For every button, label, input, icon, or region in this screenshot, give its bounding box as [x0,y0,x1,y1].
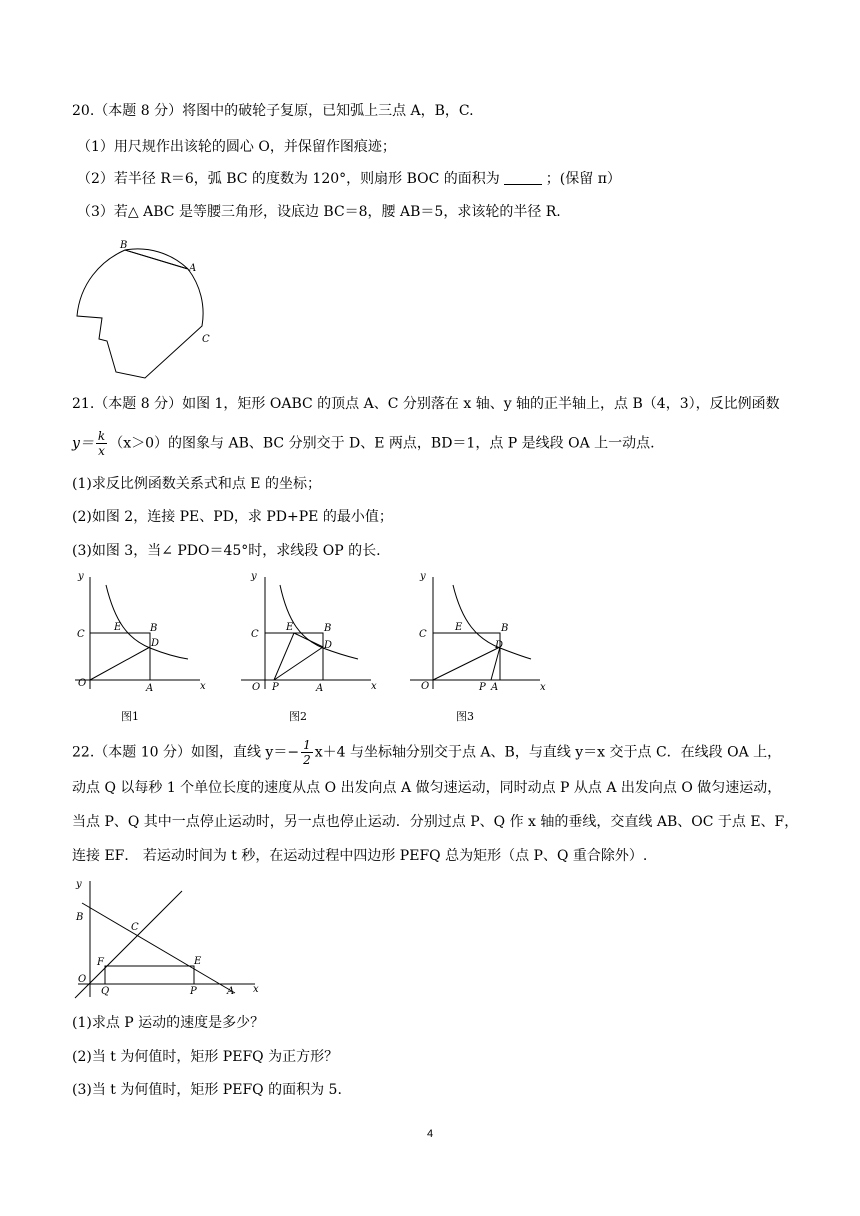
segment-od [90,647,150,680]
q21-figure-2 [236,567,381,692]
label-o: O [78,678,87,689]
q22-stem [72,738,781,767]
q20-part2-text: （2）若半径 R＝6，弧 BC 的度数为 120°，则扇形 BOC 的面积为 [77,171,500,187]
q21-part1: (1)求反比例函数关系式和点 E 的坐标； [72,476,321,492]
label-o: O [252,682,261,693]
segment-od [433,647,500,680]
axis-label-y: y [76,879,82,890]
rectangle-oabc [433,633,500,680]
q20-part3: （3）若△ ABC 是等腰三角形，设底边 BC＝8，腰 AB＝5，求该轮的半径 R. [77,204,561,220]
label-a: A [316,683,324,694]
label-e: E [194,956,202,967]
label-c: C [419,629,427,640]
label-p: P [190,986,197,997]
label-c: C [77,629,85,640]
q20-stem: 20.（本题 8 分）将图中的破轮子复原，已知弧上三点 A，B，C. [72,103,474,119]
q22-part3: (3)当 t 为何值时，矩形 PEFQ 的面积为 5. [72,1082,342,1098]
answer-blank [504,170,542,185]
rectangle-oabc [265,633,323,680]
label-b: B [501,623,509,634]
q22-line3: 当点 P、Q 其中一点停止运动时，另一点也停止运动．分别过点 P、Q 作 x 轴的垂线，交直线 AB、OC 于点 E、F， [72,814,799,830]
line-oc [75,891,182,998]
label-o: O [78,974,87,985]
q21-stem: 21.（本题 8 分）如图 1，矩形 OABC 的顶点 A、C 分别落在 x 轴、y 轴的正半轴上，点 B（4，3），反比例函数 [72,396,780,412]
q20-part1: （1）用尺规作出该轮的圆心 O，并保留作图痕迹； [77,139,396,155]
label-q: Q [101,986,110,997]
chord-ab [125,250,188,269]
label-c: C [131,922,139,933]
label-b: B [324,623,332,634]
axis-label-y: y [420,571,426,582]
axis-label-y: y [251,571,257,582]
q20-broken-wheel-figure [70,236,230,386]
axis-label-x: x [371,681,377,692]
axis-label-y: y [78,571,84,582]
axis-label-x: x [540,682,546,693]
point-label-b: B [120,240,128,251]
label-o: O [421,681,430,692]
fraction-denominator: 2 [303,753,311,767]
point-label-c: C [202,334,210,345]
hyperbola-curve [453,585,531,659]
label-b: B [76,912,84,923]
label-e: E [114,622,122,633]
label-e: E [455,622,463,633]
broken-wheel-outline [77,250,203,378]
q21-figure-1 [70,567,210,692]
q21-stem-tail: （x＞0）的图象与 AB、BC 分别交于 D、E 两点，BD＝1，点 P 是线段 OA 上一动点. [109,435,655,452]
label-f: F [97,957,104,968]
q21-part2: (2)如图 2，连接 PE、PD，求 PD+PE 的最小值； [72,509,393,525]
q21-stem-cont [72,429,655,458]
q22-stem-tail: x＋4 与坐标轴分别交于点 A、B，与直线 y＝x 交于点 C．在线段 OA 上， [314,744,782,761]
label-c: C [251,629,259,640]
label-a: A [491,682,499,693]
label-p: P [272,682,279,693]
q22-part1: (1)求点 P 运动的速度是多少？ [72,1015,265,1031]
q20-part2-tail: ；(保留 π） [545,171,621,187]
label-d: D [324,640,333,651]
figure-caption-3: 图3 [456,710,474,723]
q21-figure-3 [405,567,550,692]
label-b: B [150,623,158,634]
fraction-numerator: k [97,429,106,443]
rectangle-oabc [90,633,150,680]
page-number: 4 [426,1128,434,1140]
q22-line4: 连接 EF． 若运动时间为 t 秒，在运动过程中四边形 PEFQ 总为矩形（点 P、Q 重合除外）. [72,848,648,864]
axis-label-x: x [200,681,206,692]
k-over-x-fraction [96,429,107,458]
label-d: D [151,638,160,649]
label-e: E [286,622,294,633]
q22-line2: 动点 Q 以每秒 1 个单位长度的速度从点 O 出发向点 A 做匀速运动，同时动点 P 从点 A 出发向点 O 做匀速运动， [72,780,782,796]
q22-stem-head: 22.（本题 10 分）如图，直线 y＝− [72,744,300,761]
fraction-denominator: x [98,444,105,458]
q22-figure [70,875,265,1000]
segment-ed [294,633,323,647]
rectangle-pefq [105,966,194,984]
fraction-numerator: 1 [303,738,311,752]
y-equals: y＝ [72,435,94,452]
label-p: P [479,682,486,693]
one-half-fraction [301,738,313,767]
figure-caption-2: 图2 [289,710,307,723]
label-d: D [495,640,504,651]
figure-caption-1: 图1 [121,710,139,723]
point-label-a: A [189,263,197,274]
q20-part2 [77,169,621,189]
label-a: A [146,683,154,694]
segment-pd [491,647,500,680]
label-a: A [227,986,235,997]
q22-part2: (2)当 t 为何值时，矩形 PEFQ 为正方形？ [72,1049,339,1065]
axis-label-x: x [253,984,259,995]
q21-part3: (3)如图 3，当∠ PDO＝45°时，求线段 OP 的长. [72,543,381,559]
